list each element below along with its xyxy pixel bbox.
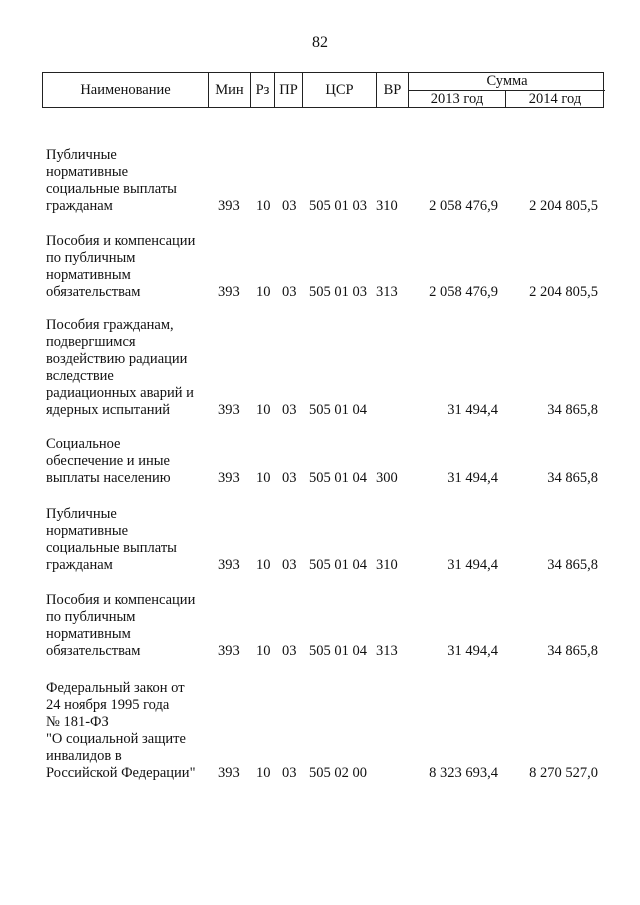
header-pr: ПР bbox=[275, 73, 303, 107]
row-sum-2014: 2 204 805,5 bbox=[529, 284, 598, 300]
row-name: Публичные нормативные социальные выплаты гражданам bbox=[46, 147, 177, 214]
row-sum-2014: 8 270 527,0 bbox=[529, 765, 598, 781]
row-sum-2013: 31 494,4 bbox=[447, 557, 498, 573]
row-rz: 10 bbox=[256, 470, 271, 486]
row-name: Пособия и компенсации по публичным нормативным обязательствам bbox=[46, 592, 196, 659]
row-name: Пособия и компенсации по публичным нормативным обязательствам bbox=[46, 233, 196, 300]
table-row bbox=[0, 418, 640, 487]
row-sum-2013: 31 494,4 bbox=[447, 402, 498, 418]
row-pr: 03 bbox=[282, 284, 297, 300]
row-csr: 505 01 04 bbox=[309, 557, 367, 573]
row-pr: 03 bbox=[282, 557, 297, 573]
row-min: 393 bbox=[218, 765, 240, 781]
row-csr: 505 01 04 bbox=[309, 402, 367, 418]
table-row bbox=[0, 573, 640, 660]
row-sum-2014: 34 865,8 bbox=[547, 557, 598, 573]
header-min: Мин bbox=[209, 73, 251, 107]
row-pr: 03 bbox=[282, 198, 297, 214]
row-pr: 03 bbox=[282, 765, 297, 781]
row-min: 393 bbox=[218, 284, 240, 300]
header-csr: ЦСР bbox=[303, 73, 377, 107]
row-min: 393 bbox=[218, 557, 240, 573]
row-rz: 10 bbox=[256, 557, 271, 573]
table-row bbox=[0, 661, 640, 782]
row-vr: 313 bbox=[376, 643, 398, 659]
row-vr: 310 bbox=[376, 557, 398, 573]
row-sum-2013: 31 494,4 bbox=[447, 470, 498, 486]
row-csr: 505 01 03 bbox=[309, 284, 367, 300]
row-sum-2013: 2 058 476,9 bbox=[429, 198, 498, 214]
header-year-2014: 2014 год bbox=[528, 91, 582, 107]
row-csr: 505 01 04 bbox=[309, 643, 367, 659]
row-name: Социальное обеспечение и иные выплаты населению bbox=[46, 436, 171, 486]
row-sum-2013: 2 058 476,9 bbox=[429, 284, 498, 300]
row-rz: 10 bbox=[256, 284, 271, 300]
table-row bbox=[0, 486, 640, 574]
header-rz: Рз bbox=[251, 73, 275, 107]
row-rz: 10 bbox=[256, 198, 271, 214]
row-csr: 505 02 00 bbox=[309, 765, 367, 781]
row-min: 393 bbox=[218, 643, 240, 659]
row-sum-2014: 34 865,8 bbox=[547, 402, 598, 418]
row-sum-2014: 34 865,8 bbox=[547, 470, 598, 486]
row-sum-2013: 8 323 693,4 bbox=[429, 765, 498, 781]
row-name: Пособия гражданам, подвергшимся воздействию радиации вследствие радиационных аварий и ядерных испытаний bbox=[46, 317, 194, 418]
row-rz: 10 bbox=[256, 643, 271, 659]
row-sum-2014: 2 204 805,5 bbox=[529, 198, 598, 214]
row-name: Публичные нормативные социальные выплаты гражданам bbox=[46, 506, 177, 573]
table-row bbox=[0, 214, 640, 301]
row-csr: 505 01 03 bbox=[309, 198, 367, 214]
row-rz: 10 bbox=[256, 402, 271, 418]
row-min: 393 bbox=[218, 198, 240, 214]
row-rz: 10 bbox=[256, 765, 271, 781]
header-year-2013: 2013 год bbox=[409, 90, 506, 107]
row-vr: 310 bbox=[376, 198, 398, 214]
row-min: 393 bbox=[218, 470, 240, 486]
row-name: Федеральный закон от 24 ноября 1995 года № 181-ФЗ "О социальной защите инвалидов в Российской Федерации" bbox=[46, 680, 196, 781]
row-min: 393 bbox=[218, 402, 240, 418]
row-pr: 03 bbox=[282, 470, 297, 486]
table-row bbox=[0, 300, 640, 419]
row-vr: 300 bbox=[376, 470, 398, 486]
row-sum-2013: 31 494,4 bbox=[447, 643, 498, 659]
row-vr: 313 bbox=[376, 284, 398, 300]
row-sum-2014: 34 865,8 bbox=[547, 643, 598, 659]
row-pr: 03 bbox=[282, 402, 297, 418]
table-row bbox=[0, 128, 640, 215]
row-pr: 03 bbox=[282, 643, 297, 659]
header-vr: ВР bbox=[377, 73, 409, 107]
header-sum: Сумма bbox=[409, 73, 605, 91]
page-number: 82 bbox=[312, 34, 328, 51]
header-name: Наименование bbox=[43, 73, 209, 107]
row-csr: 505 01 04 bbox=[309, 470, 367, 486]
